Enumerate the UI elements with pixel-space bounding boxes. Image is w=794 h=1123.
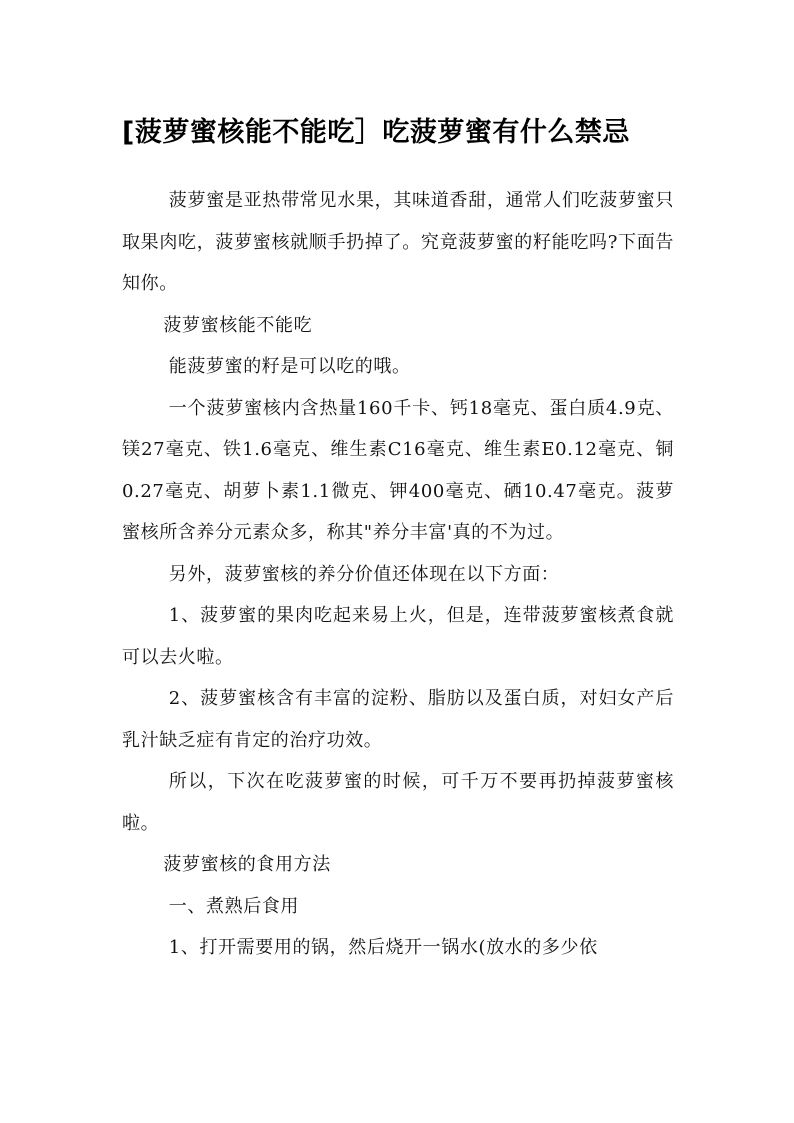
section-heading-can-eat: 菠萝蜜核能不能吃 <box>163 314 313 336</box>
paragraph-intro: 菠萝蜜是亚热带常见水果，其味道香甜，通常人们吃菠萝蜜只取果肉吃，菠萝蜜核就顺手扔掉了。究竟菠萝蜜的籽能吃吗?下面告知你。 <box>122 190 674 294</box>
paragraph-answer: 能菠萝蜜的籽是可以吃的哦。 <box>168 356 411 377</box>
paragraph-point-1: 1、菠萝蜜的果肉吃起来易上火，但是，连带菠萝蜜核煮食就可以去火啦。 <box>122 605 674 668</box>
paragraph-nutrition: 一个菠萝蜜核内含热量160千卡、钙18毫克、蛋白质4.9克、镁27毫克、铁1.6毫克、维生素C16毫克、维生素E0.12毫克、铜0.27毫克、胡萝卜素1.1微克、钾400毫克、硒10.47毫克。菠萝蜜核所含养分元素众多，称其"养分丰富'真的不为过。 <box>122 397 674 543</box>
section-heading-methods: 菠萝蜜核的食用方法 <box>163 854 331 875</box>
paragraph-value-intro: 另外，菠萝蜜核的养分价值还体现在以下方面： <box>168 563 560 585</box>
document-body <box>122 180 674 969</box>
document-title: [菠萝蜜核能不能吃］吃菠萝蜜有什么禁忌 <box>122 117 630 149</box>
subheading-boil: 一、煮熟后食用 <box>168 895 299 917</box>
paragraph-step-1: 1、打开需要用的锅，然后烧开一锅水(放水的多少依 <box>168 937 598 958</box>
paragraph-point-2: 2、菠萝蜜核含有丰富的淀粉、脂肪以及蛋白质，对妇女产后乳汁缺乏症有肯定的治疗功效。 <box>122 688 674 751</box>
paragraph-conclusion: 所以，下次在吃菠萝蜜的时候，可千万不要再扔掉菠萝蜜核啦。 <box>122 771 674 834</box>
